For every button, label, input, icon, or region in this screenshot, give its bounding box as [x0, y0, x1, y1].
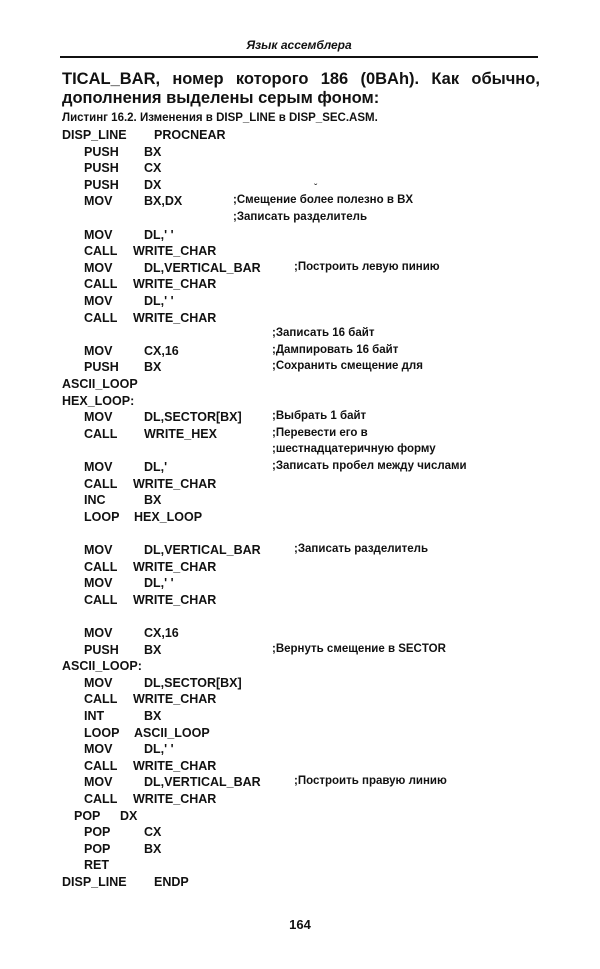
- code-opcode: MOV: [84, 410, 113, 425]
- code-comment: ;Выбрать 1 байт: [272, 410, 367, 423]
- code-line: [0, 128, 600, 144]
- intro-word: которого: [235, 70, 309, 88]
- code-comment: ;шестнадцатеричную форму: [272, 443, 436, 456]
- code-opcode: CALL: [84, 426, 118, 441]
- code-opcode: MOV: [84, 194, 113, 209]
- code-opcode: POP: [74, 808, 101, 823]
- code-line: [0, 394, 600, 410]
- code-line: [0, 643, 600, 659]
- intro-word: 186: [320, 70, 349, 88]
- code-comment: ;Записать пробел между числами: [272, 460, 467, 472]
- code-comment: ;Перевести его в: [272, 426, 368, 439]
- code-opcode: MOV: [84, 626, 113, 640]
- code-comment: ;Вернуть смещение в SECTOR: [272, 642, 446, 655]
- code-operand: WRITE_CHAR: [133, 559, 217, 574]
- code-operand: DL,' ': [144, 742, 174, 757]
- code-opcode: CALL: [84, 310, 118, 325]
- code-operand: HEX_LOOP: [134, 509, 203, 524]
- code-operand: BX: [144, 144, 162, 159]
- code-operand: DL,SECTOR[BX]: [144, 675, 242, 690]
- code-operand: BX: [144, 493, 162, 508]
- code-line: [0, 709, 600, 725]
- code-operand: ASCII_LOOP: [134, 725, 210, 740]
- code-line: [0, 377, 600, 393]
- code-line: [0, 443, 600, 459]
- intro-line-1: [62, 70, 540, 89]
- code-opcode: MOV: [84, 260, 113, 275]
- code-label: ASCII_LOOP:: [62, 659, 142, 674]
- print-speck: ˇ: [314, 183, 318, 194]
- code-line: [0, 875, 600, 891]
- code-comment: ;Построить правую линию: [294, 775, 447, 788]
- code-operand: DL,VERTICAL_BAR: [144, 775, 261, 790]
- code-line: [0, 576, 600, 592]
- code-operand: WRITE_CHAR: [133, 310, 217, 325]
- code-operand: BX,DX: [144, 194, 183, 209]
- code-line: [0, 211, 600, 227]
- code-operand: WRITE_CHAR: [133, 792, 217, 806]
- intro-word: (0BAh).: [360, 70, 420, 88]
- code-opcode: CALL: [84, 758, 118, 773]
- code-operand: DL,' ': [144, 227, 174, 242]
- code-line: [0, 510, 600, 526]
- code-line: [0, 194, 600, 210]
- code-label: HEX_LOOP:: [62, 393, 135, 408]
- code-operand: CX,16: [144, 626, 179, 640]
- code-operand: WRITE_CHAR: [133, 476, 217, 491]
- code-line: [0, 410, 600, 426]
- code-opcode: INT: [84, 709, 105, 723]
- code-opcode: CALL: [84, 277, 118, 292]
- code-line: [0, 344, 600, 360]
- code-line: [0, 775, 600, 791]
- code-opcode: RET: [84, 858, 109, 873]
- intro-word: Как: [431, 70, 460, 88]
- code-opcode: CALL: [84, 244, 118, 259]
- code-line: [0, 526, 600, 542]
- code-opcode: MOV: [84, 675, 113, 690]
- running-header: Язык ассемблера: [60, 38, 538, 58]
- code-opcode: PROCNEAR: [154, 128, 226, 142]
- code-line: [0, 676, 600, 692]
- code-opcode: MOV: [84, 742, 113, 757]
- code-comment: ;Дампировать 16 байт: [272, 343, 399, 356]
- code-opcode: CALL: [84, 692, 118, 707]
- code-line: [0, 493, 600, 509]
- code-opcode: PUSH: [84, 177, 119, 192]
- code-opcode: LOOP: [84, 509, 120, 524]
- code-operand: BX: [144, 360, 162, 375]
- code-line: [0, 294, 600, 310]
- code-line: [0, 692, 600, 708]
- intro-paragraph: [62, 70, 540, 108]
- code-opcode: CALL: [84, 559, 118, 574]
- code-line: [0, 726, 600, 742]
- code-operand: CX: [144, 161, 162, 176]
- code-operand: BX: [144, 709, 162, 723]
- code-line: [0, 626, 600, 642]
- code-opcode: CALL: [84, 476, 118, 491]
- code-opcode: MOV: [84, 460, 113, 474]
- code-opcode: POP: [84, 841, 111, 856]
- code-line: [0, 809, 600, 825]
- code-operand: DL,' ': [144, 576, 174, 591]
- code-operand: DX: [120, 808, 138, 823]
- intro-word: номер: [172, 70, 224, 88]
- code-line: [0, 825, 600, 841]
- code-opcode: MOV: [84, 543, 113, 557]
- code-opcode: POP: [84, 825, 111, 840]
- code-operand: DL,': [144, 460, 168, 474]
- code-line: [0, 327, 600, 343]
- code-line: [0, 858, 600, 874]
- code-comment: ;Записать разделитель: [233, 211, 368, 223]
- code-opcode: PUSH: [84, 360, 119, 375]
- code-line: [0, 311, 600, 327]
- code-line: [0, 161, 600, 177]
- listing-caption: Листинг 16.2. Изменения в DISP_LINE в DISP_SEC.ASM.: [62, 112, 378, 124]
- code-line: [0, 742, 600, 758]
- code-line: [0, 842, 600, 858]
- code-opcode: PUSH: [84, 144, 119, 159]
- code-opcode: LOOP: [84, 725, 120, 740]
- code-operand: DL,VERTICAL_BAR: [144, 543, 261, 557]
- code-line: [0, 427, 600, 443]
- code-opcode: INC: [84, 493, 106, 508]
- code-operand: WRITE_CHAR: [133, 277, 217, 292]
- code-operand: WRITE_CHAR: [133, 244, 217, 259]
- code-line: [0, 228, 600, 244]
- code-opcode: MOV: [84, 775, 113, 790]
- code-label: DISP_LINE: [62, 875, 127, 889]
- code-opcode: MOV: [84, 576, 113, 591]
- code-operand: DX: [144, 177, 162, 192]
- code-line: [0, 593, 600, 609]
- code-operand: WRITE_CHAR: [133, 692, 217, 707]
- code-line: [0, 261, 600, 277]
- code-line: [0, 244, 600, 260]
- code-operand: WRITE_CHAR: [133, 592, 217, 607]
- code-opcode: CALL: [84, 792, 118, 806]
- code-comment: ;Записать разделитель: [294, 543, 429, 555]
- code-operand: WRITE_HEX: [144, 426, 217, 441]
- code-comment: ;Записать 16 байт: [272, 327, 375, 340]
- code-operand: CX: [144, 825, 162, 840]
- code-line: [0, 609, 600, 625]
- page-number: 164: [289, 917, 311, 932]
- code-label: ASCII_LOOP: [62, 377, 138, 391]
- code-line: [0, 560, 600, 576]
- code-comment: ;Смещение более полезно в BX: [233, 194, 414, 207]
- code-line: [0, 759, 600, 775]
- code-line: [0, 360, 600, 376]
- code-line: [0, 543, 600, 559]
- code-operand: DL,' ': [144, 294, 174, 308]
- code-label: DISP_LINE: [62, 128, 127, 142]
- code-operand: BX: [144, 642, 162, 657]
- code-operand: WRITE_CHAR: [133, 758, 217, 773]
- code-opcode: PUSH: [84, 161, 119, 176]
- code-opcode: MOV: [84, 343, 113, 358]
- code-operand: DL,SECTOR[BX]: [144, 410, 242, 425]
- code-opcode: MOV: [84, 294, 113, 308]
- code-opcode: CALL: [84, 592, 118, 607]
- code-line: [0, 277, 600, 293]
- code-operand: DL,VERTICAL_BAR: [144, 260, 261, 275]
- code-line: [0, 477, 600, 493]
- code-opcode: MOV: [84, 227, 113, 242]
- code-opcode: PUSH: [84, 642, 119, 657]
- code-line: [0, 178, 600, 194]
- code-operand: BX: [144, 841, 162, 856]
- code-line: [0, 460, 600, 476]
- code-line: [0, 792, 600, 808]
- intro-word: TICAL_BAR,: [62, 70, 161, 88]
- code-line: [0, 659, 600, 675]
- intro-line-2: дополнения выделены серым фоном:: [62, 89, 380, 107]
- code-opcode: ENDP: [154, 875, 189, 889]
- code-line: [0, 145, 600, 161]
- code-operand: CX,16: [144, 343, 179, 358]
- code-comment: ;Построить левую пинию: [294, 260, 440, 273]
- code-comment: ;Сохранить смещение для: [272, 360, 423, 373]
- intro-word: обычно,: [471, 70, 540, 88]
